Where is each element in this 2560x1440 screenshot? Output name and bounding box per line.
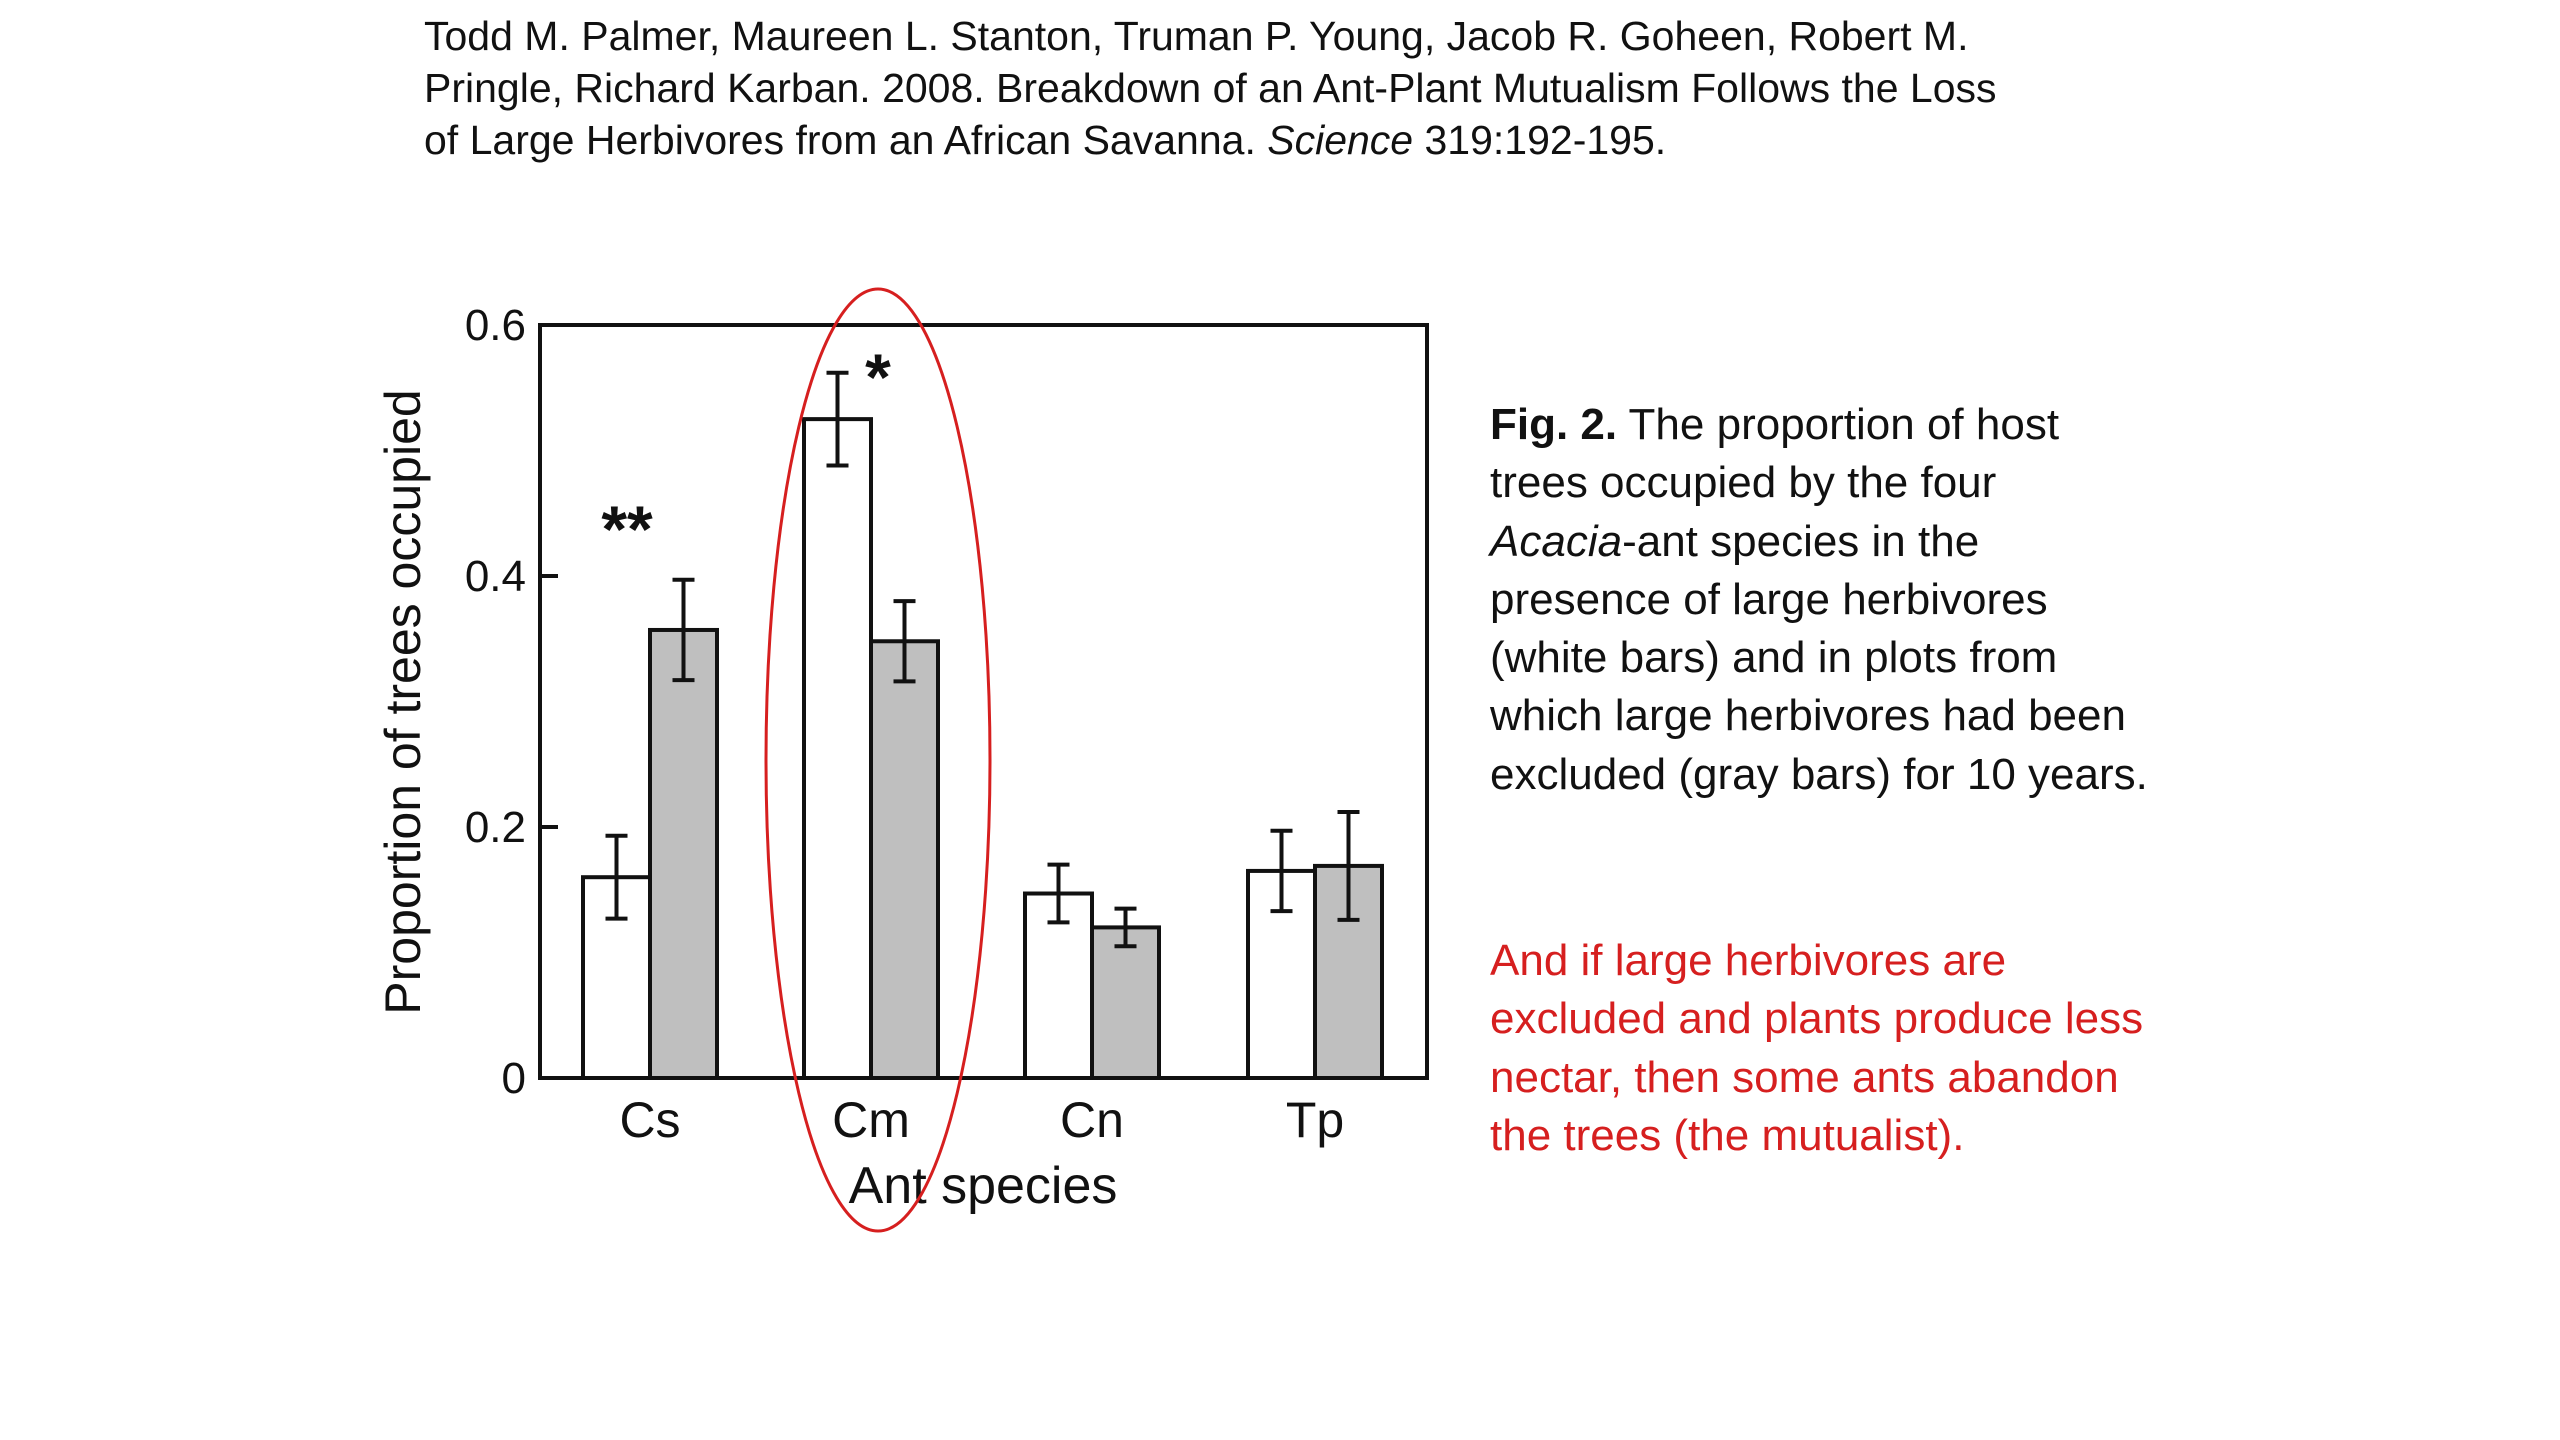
- citation-line-3-suffix: 319:192-195.: [1413, 117, 1667, 163]
- red-note: And if large herbivores are excluded and plants produce less nectar, then some ants abandon the trees (the mutualist).: [1490, 936, 2144, 1160]
- x-tick-label-tp: Tp: [1285, 1092, 1345, 1148]
- figure-caption: [1490, 396, 2150, 804]
- x-tick-label-cs: Cs: [619, 1092, 681, 1148]
- x-axis-label: Ant species: [848, 1157, 1118, 1215]
- figure-label: Fig. 2.: [1490, 400, 1618, 449]
- significance-annotation-cm: *: [865, 340, 891, 414]
- bar-cm-white: [804, 419, 871, 1078]
- y-tick-label: 0.4: [464, 552, 526, 601]
- y-tick-label: 0.2: [464, 803, 526, 852]
- bar-cn-gray: [1092, 927, 1159, 1078]
- citation-line-3-prefix: of Large Herbivores from an African Savanna.: [424, 117, 1268, 163]
- y-tick-label: 0.6: [464, 301, 526, 350]
- y-tick-label: 0: [501, 1054, 526, 1103]
- y-axis-label: Proportion of trees occupied: [375, 389, 431, 1015]
- x-tick-label-cm: Cm: [832, 1092, 910, 1148]
- citation-line-2: Pringle, Richard Karban. 2008. Breakdown of an Ant-Plant Mutualism Follows the Loss: [424, 65, 1997, 111]
- caption-text-2: -ant species in the presence of large herbivores (white bars) and in plots from which large herbivores had been excluded (gray bars) for 10 years.: [1490, 516, 2148, 799]
- caption-genus: Acacia: [1490, 516, 1623, 566]
- citation-journal: Science: [1267, 117, 1414, 163]
- x-tick-label-cn: Cn: [1060, 1092, 1124, 1148]
- bar-cs-gray: [650, 630, 717, 1078]
- bar-cm-gray: [871, 641, 938, 1078]
- significance-annotation-cs: **: [601, 492, 653, 566]
- caption-text-1: The proportion of host trees occupied by the four: [1490, 400, 2060, 508]
- citation-line-1: Todd M. Palmer, Maureen L. Stanton, Truman P. Young, Jacob R. Goheen, Robert M.: [424, 13, 1969, 59]
